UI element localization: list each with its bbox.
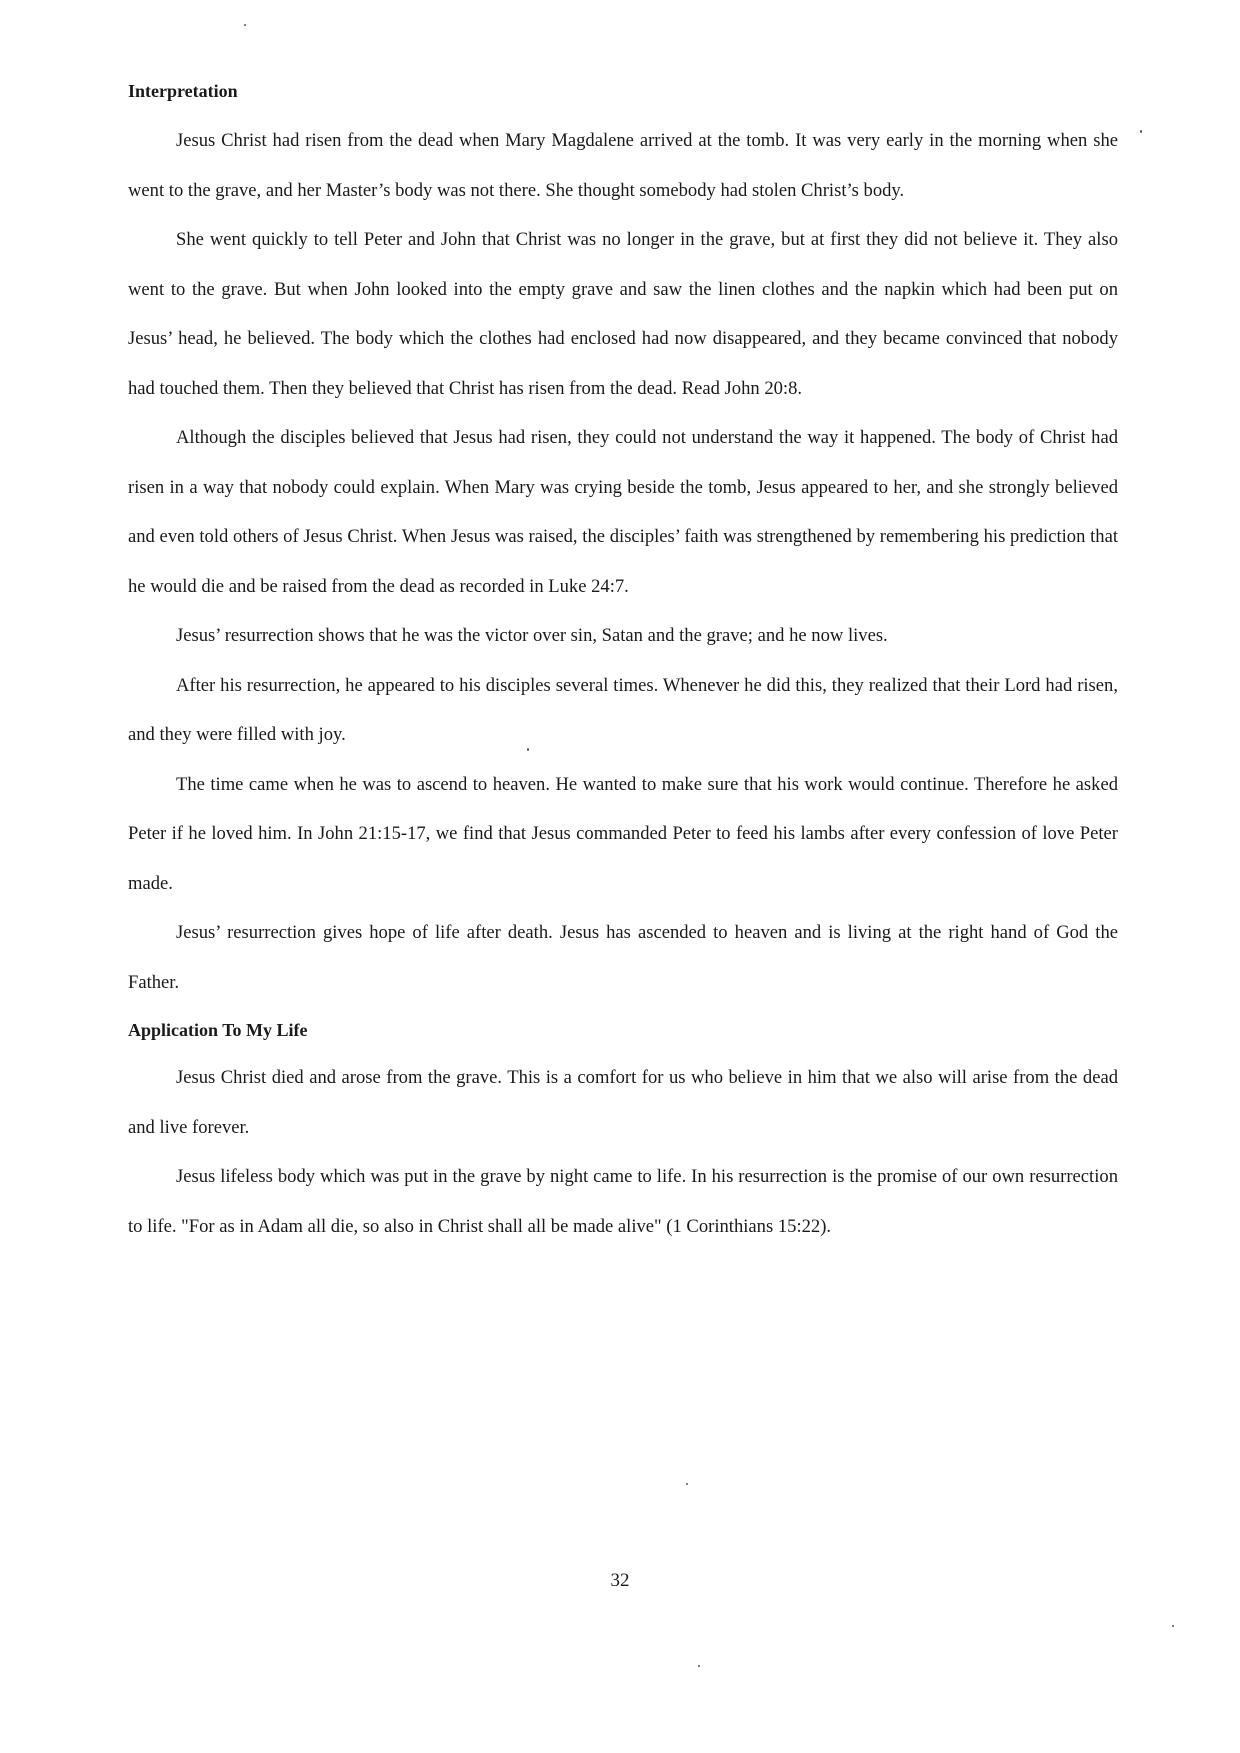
paragraph: After his resurrection, he appeared to his disciples several times. Whenever he did this, they realized that their Lord had risen, and they were filled with joy. xyxy=(128,674,1118,745)
section-heading-application: Application To My Life xyxy=(128,1020,308,1040)
paragraph: Although the disciples believed that Jesus had risen, they could not understand the way it happened. The body of Christ had risen in a way that nobody could explain. When Mary was crying beside the tomb, Jesus appeared to her, and she strongly believed and even told others of Jesus Christ. When Jesus was raised, the disciples’ faith was strengthened by remembering his prediction that he would die and be raised from the dead as recorded in Luke 24:7. xyxy=(128,427,1118,597)
paragraph: The time came when he was to ascend to heaven. He wanted to make sure that his work would continue. Therefore he asked Peter if he loved him. In John 21:15-17, we find that Jesus commanded Peter to feed his lambs after every confession of love Peter made. xyxy=(128,773,1118,894)
scan-speck xyxy=(698,1665,700,1667)
paragraph: Jesus Christ died and arose from the grave. This is a comfort for us who believe in him that we also will arise from the dead and live forever. xyxy=(128,1067,1118,1138)
scan-speck xyxy=(1172,1625,1174,1627)
scan-speck xyxy=(1140,130,1142,133)
paragraph: Jesus lifeless body which was put in the grave by night came to life. In his resurrection is the promise of our own resurrection to life. "For as in Adam all die, so also in Christ shall all be made alive" (1 Corinthians 15:22). xyxy=(128,1166,1118,1237)
scan-speck xyxy=(686,1483,688,1485)
paragraph: Jesus’ resurrection shows that he was the victor over sin, Satan and the grave; and he now lives. xyxy=(176,625,888,646)
paragraph: Jesus’ resurrection gives hope of life after death. Jesus has ascended to heaven and is living at the right hand of God the Father. xyxy=(128,922,1118,993)
page-number: 32 xyxy=(610,1570,630,1591)
scan-speck xyxy=(244,24,246,26)
page-body xyxy=(128,80,1118,1251)
section-heading-interpretation: Interpretation xyxy=(128,81,238,101)
paragraph: She went quickly to tell Peter and John that Christ was no longer in the grave, but at first they did not believe it. They also went to the grave. But when John looked into the empty grave and saw the linen clothes and the napkin which had been put on Jesus’ head, he believed. The body which the clothes had enclosed had now disappeared, and they became convinced that nobody had touched them. Then they believed that Christ has risen from the dead. Read John 20:8. xyxy=(128,229,1118,399)
paragraph: Jesus Christ had risen from the dead when Mary Magdalene arrived at the tomb. It was very early in the morning when she went to the grave, and her Master’s body was not there. She thought somebody had stolen Christ’s body. xyxy=(128,130,1118,201)
